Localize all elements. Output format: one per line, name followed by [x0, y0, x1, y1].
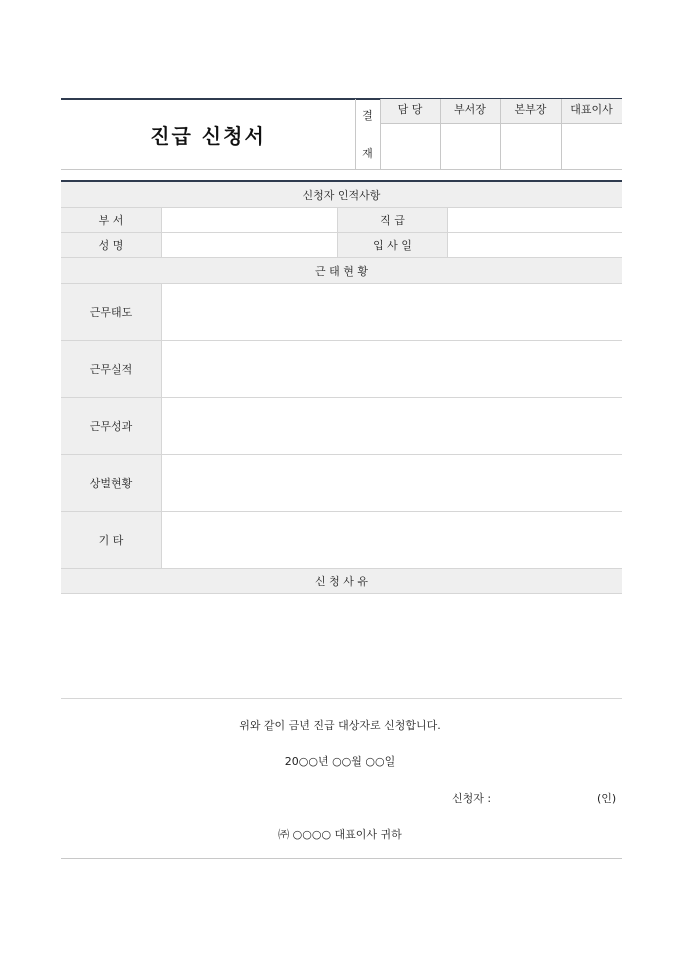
recipient-line: ㈜ ○○○○ 대표이사 귀하 — [278, 828, 402, 841]
reason-field[interactable] — [61, 594, 622, 699]
approval-label-jae: 재 — [362, 147, 373, 160]
work-attitude-label: 근무태도 — [61, 284, 161, 340]
rewards-penalties-label: 상벌현황 — [61, 455, 161, 511]
department-field[interactable] — [161, 208, 337, 232]
approval-label-kyeol: 결 — [362, 109, 373, 122]
name-label: 성 명 — [61, 233, 161, 257]
application-statement: 위와 같이 금년 진급 대상자로 신청합니다. — [239, 719, 441, 732]
work-performance-field[interactable] — [161, 341, 622, 397]
attendance-row — [61, 455, 622, 512]
rewards-penalties-field[interactable] — [161, 455, 622, 511]
approval-role-damdang: 담 당 — [397, 103, 423, 116]
work-performance-label: 근무실적 — [61, 341, 161, 397]
seal-mark: (인) — [597, 792, 617, 805]
approval-role-division-head: 본부장 — [514, 103, 547, 116]
other-field[interactable] — [161, 512, 622, 568]
attendance-row — [61, 398, 622, 455]
application-date: 20○○년 ○○월 ○○일 — [284, 755, 396, 768]
attendance-section-heading: 근 태 현 황 — [61, 258, 622, 284]
reason-section-heading: 신 청 사 유 — [61, 569, 622, 594]
document-header — [61, 98, 622, 170]
footer-rule — [61, 858, 622, 859]
work-results-label: 근무성과 — [61, 398, 161, 454]
applicant-label: 신청자 : — [452, 792, 492, 805]
hire-date-field[interactable] — [447, 233, 622, 257]
name-field[interactable] — [161, 233, 337, 257]
hire-date-label: 입 사 일 — [337, 233, 447, 257]
position-field[interactable] — [447, 208, 622, 232]
work-attitude-field[interactable] — [161, 284, 622, 340]
department-label: 부 서 — [61, 208, 161, 232]
document-title: 진급 신청서 — [150, 123, 266, 148]
personal-row — [61, 208, 622, 233]
approval-role-ceo: 대표이사 — [570, 103, 613, 116]
personal-section-heading: 신청자 인적사항 — [61, 182, 622, 208]
approval-row-divider — [380, 123, 622, 124]
approval-box — [355, 99, 622, 169]
header-bottom-rule — [61, 169, 622, 170]
attendance-row — [61, 284, 622, 341]
attendance-row — [61, 512, 622, 569]
personal-row — [61, 233, 622, 258]
position-label: 직 급 — [337, 208, 447, 232]
approval-role-department-head: 부서장 — [454, 103, 486, 116]
work-results-field[interactable] — [161, 398, 622, 454]
attendance-row — [61, 341, 622, 398]
other-label: 기 타 — [61, 512, 161, 568]
